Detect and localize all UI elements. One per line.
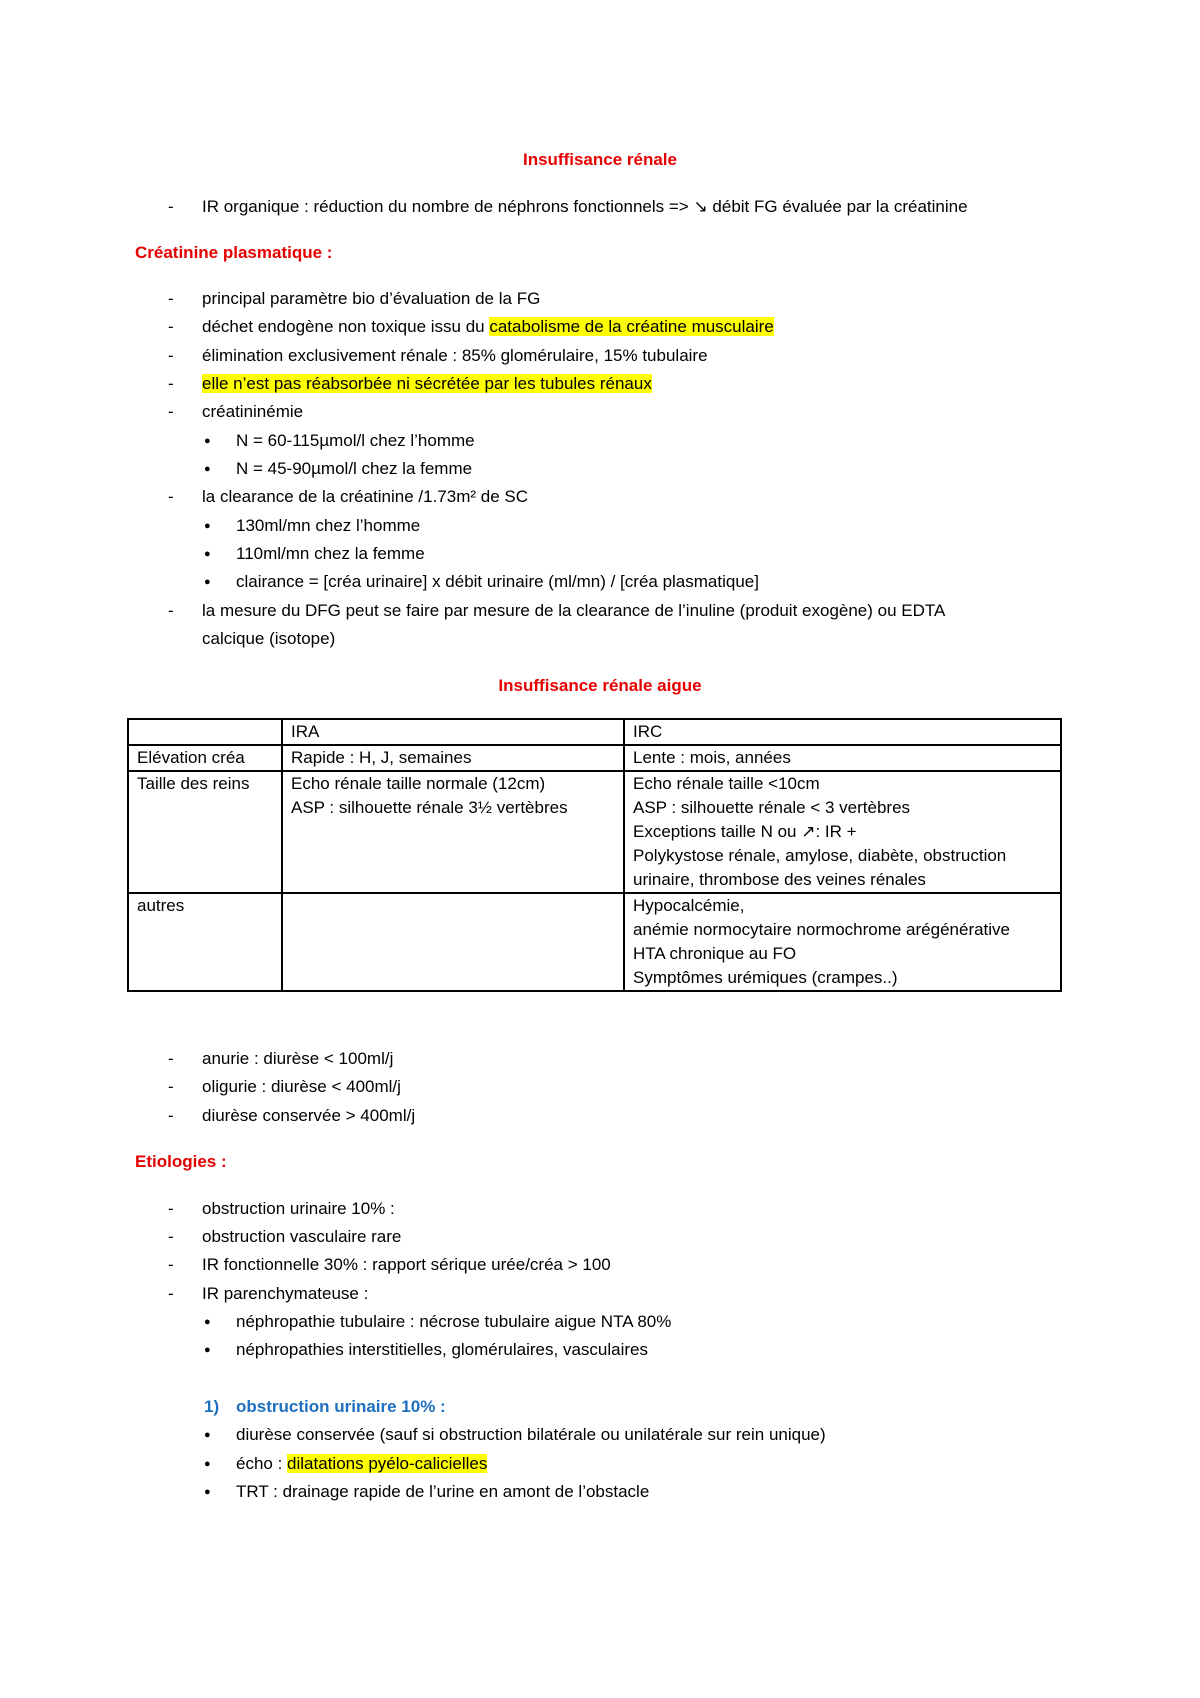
bullet-icon: ● <box>204 1458 211 1470</box>
dash-marker: - <box>168 374 174 393</box>
table-row <box>128 893 1061 991</box>
bullet-icon: ● <box>204 435 211 447</box>
sub-list-item <box>236 1453 487 1475</box>
list-item: la mesure du DFG peut se faire par mesure de la clearance de l’inuline (produit exogène) ou EDTA <box>202 601 946 620</box>
bullet-icon: ● <box>204 1486 211 1498</box>
cell-line: urinaire, thrombose des veines rénales <box>633 870 926 889</box>
list-item: IR parenchymateuse : <box>202 1284 369 1303</box>
dash-marker: - <box>168 317 174 336</box>
list-item: oligurie : diurèse < 400ml/j <box>202 1077 401 1096</box>
table-cell: Rapide : H, J, semaines <box>282 745 624 771</box>
intro-line: IR organique : réduction du nombre de néphrons fonctionnels => ↘ débit FG évaluée par la créatinine <box>202 197 968 216</box>
cell-line: ASP : silhouette rénale 3½ vertèbres <box>291 798 568 817</box>
list-item <box>202 316 774 338</box>
sub-list-item: diurèse conservée (sauf si obstruction bilatérale ou unilatérale sur rein unique) <box>236 1425 826 1444</box>
subsection-title: obstruction urinaire 10% : <box>236 1397 446 1416</box>
dash-marker: - <box>168 1049 174 1068</box>
dash-marker: - <box>168 487 174 506</box>
dash-marker: - <box>168 1199 174 1218</box>
sub-list-item: 130ml/mn chez l’homme <box>236 516 421 535</box>
cell-line: Symptômes urémiques (crampes..) <box>633 968 898 987</box>
page-title: Insuffisance rénale <box>522 150 677 169</box>
cell-line: anémie normocytaire normochrome arégénérative <box>633 920 1011 939</box>
cell-line: ASP : silhouette rénale < 3 vertèbres <box>633 798 911 817</box>
cell-line: Polykystose rénale, amylose, diabète, obstruction <box>633 846 1007 865</box>
bullet-icon: ● <box>204 548 211 560</box>
list-item: obstruction urinaire 10% : <box>202 1199 395 1218</box>
dash-marker: - <box>168 197 174 216</box>
bullet-icon: ● <box>204 463 211 475</box>
list-item: diurèse conservée > 400ml/j <box>202 1106 416 1125</box>
table-cell: Taille des reins <box>128 771 282 893</box>
section-heading-creatinine: Créatinine plasmatique : <box>135 243 333 262</box>
dash-marker: - <box>168 1255 174 1274</box>
sub-list-item: N = 45-90µmol/l chez la femme <box>236 459 473 478</box>
bullet-icon: ● <box>204 1429 211 1441</box>
list-item-text: déchet endogène non toxique issu du <box>202 317 490 336</box>
table-cell: Elévation créa <box>128 745 282 771</box>
table-cell: Lente : mois, années <box>624 745 1061 771</box>
highlighted-text: catabolisme de la créatine musculaire <box>489 317 774 336</box>
list-item: principal paramètre bio d’évaluation de la FG <box>202 289 541 308</box>
cell-line: Echo rénale taille <10cm <box>633 774 820 793</box>
sub-list-item: TRT : drainage rapide de l’urine en amont de l’obstacle <box>236 1482 650 1501</box>
list-item: anurie : diurèse < 100ml/j <box>202 1049 394 1068</box>
sub-list-item: 110ml/mn chez la femme <box>236 544 425 563</box>
dash-marker: - <box>168 1077 174 1096</box>
section-heading-etiologies: Etiologies : <box>135 1152 227 1171</box>
table-header-row <box>128 719 1061 745</box>
cell-line: Hypocalcémie, <box>633 896 745 915</box>
table-cell <box>282 771 624 893</box>
list-item: créatininémie <box>202 402 304 421</box>
bullet-icon: ● <box>204 1316 211 1328</box>
sub-list-item: N = 60-115µmol/l chez l’homme <box>236 431 475 450</box>
list-item-text: écho : <box>236 1454 288 1473</box>
cell-line: HTA chronique au FO <box>633 944 797 963</box>
list-item-continuation: calcique (isotope) <box>202 629 336 648</box>
highlighted-text: elle n’est pas réabsorbée ni sécrétée par les tubules rénaux <box>202 374 652 393</box>
section-title-ira: Insuffisance rénale aigue <box>498 676 702 695</box>
list-item: élimination exclusivement rénale : 85% glomérulaire, 15% tubulaire <box>202 346 708 365</box>
table-cell <box>624 893 1061 991</box>
section-number: 1) <box>204 1397 220 1416</box>
sub-list-item: clairance = [créa urinaire] x débit urinaire (ml/mn) / [créa plasmatique] <box>236 572 759 591</box>
comparison-table <box>127 718 1062 992</box>
dash-marker: - <box>168 1106 174 1125</box>
cell-line: Exceptions taille N ou ↗: IR + <box>633 822 857 841</box>
dash-marker: - <box>168 402 174 421</box>
table-row <box>128 771 1061 893</box>
dash-marker: - <box>168 1284 174 1303</box>
sub-list-item: néphropathies interstitielles, glomérulaires, vasculaires <box>236 1340 648 1359</box>
table-header-cell: IRA <box>282 719 624 745</box>
table-header-cell: IRC <box>624 719 1061 745</box>
dash-marker: - <box>168 1227 174 1246</box>
table-cell: autres <box>128 893 282 991</box>
dash-marker: - <box>168 289 174 308</box>
table-row <box>128 745 1061 771</box>
highlighted-text: dilatations pyélo-calicielles <box>287 1454 488 1473</box>
table-cell <box>624 771 1061 893</box>
table-header-cell <box>128 719 282 745</box>
list-item: IR fonctionnelle 30% : rapport sérique urée/créa > 100 <box>202 1255 611 1274</box>
bullet-icon: ● <box>204 1344 211 1356</box>
dash-marker: - <box>168 346 174 365</box>
bullet-icon: ● <box>204 520 211 532</box>
list-item <box>202 373 652 395</box>
bullet-icon: ● <box>204 576 211 588</box>
cell-line: Echo rénale taille normale (12cm) <box>291 774 546 793</box>
list-item: la clearance de la créatinine /1.73m² de SC <box>202 487 529 506</box>
sub-list-item: néphropathie tubulaire : nécrose tubulaire aigue NTA 80% <box>236 1312 672 1331</box>
table-cell <box>282 893 624 991</box>
dash-marker: - <box>168 601 174 620</box>
list-item: obstruction vasculaire rare <box>202 1227 402 1246</box>
